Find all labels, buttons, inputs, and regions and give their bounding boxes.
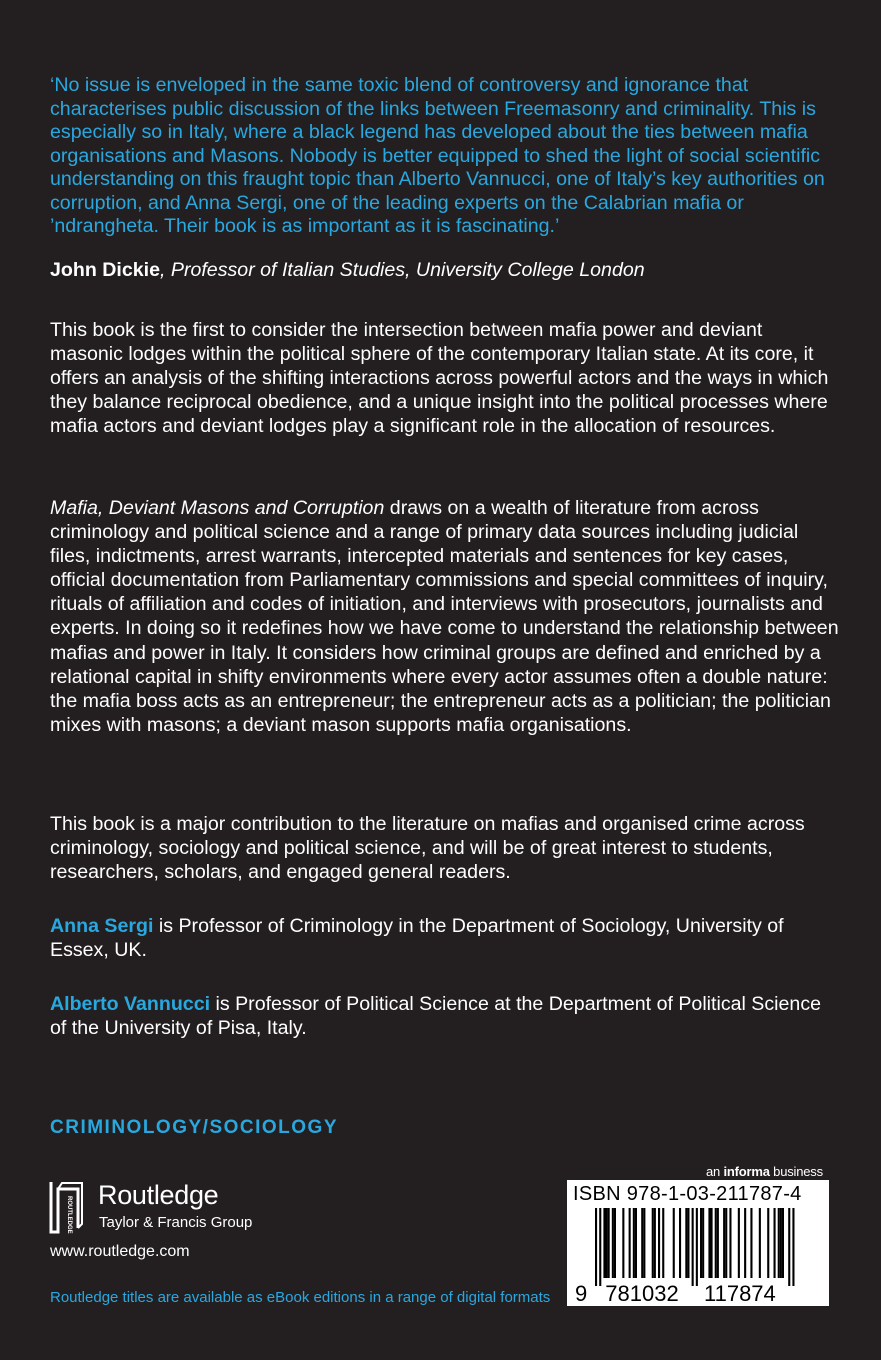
- barcode-bar: [635, 1208, 637, 1278]
- barcode-bar: [767, 1208, 769, 1278]
- book-title: Mafia, Deviant Masons and Corruption: [50, 497, 385, 519]
- barcode-bar: [614, 1208, 616, 1278]
- publisher-name: Routledge: [98, 1180, 219, 1210]
- barcode-bar: [744, 1208, 746, 1278]
- author-bio-2-text: is Professor of Political Science at the Department of Political Science of the University of Pisa, Italy.: [50, 993, 822, 1040]
- barcode-graphic: [567, 1180, 829, 1306]
- description-paragraph-2: [50, 496, 840, 737]
- barcode-bar: [717, 1208, 719, 1278]
- barcode-bar: [643, 1208, 645, 1278]
- barcode-bar: [723, 1208, 725, 1278]
- barcode-guard-bar: [599, 1208, 601, 1286]
- barcode-digit-prefix: 9: [575, 1281, 588, 1306]
- description-paragraph-3: This book is a major contribution to the literature on mafias and organised crime across criminology, sociology and political science, and will be of great interest to students, researchers, scholars, and engaged general readers.: [50, 813, 805, 884]
- description-paragraph-1: This book is the first to consider the intersection between mafia power and deviant masonic lodges within the political sphere of the contemporary Italian state. At its core, it offers an analysis of the shifting interactions across powerful actors and the ways in which they balance reciprocal obedience, and a unique insight into the political processes where mafia actors and deviant lodges play a significant role in the allocation of resources.: [50, 319, 829, 438]
- barcode-bar: [750, 1208, 752, 1278]
- barcode-bar: [603, 1208, 605, 1278]
- barcode-guard-bar: [692, 1208, 694, 1286]
- barcode-bar: [633, 1208, 635, 1278]
- author-bio-2: [50, 992, 840, 1040]
- barcode-bar: [606, 1208, 608, 1278]
- barcode-bar: [685, 1208, 687, 1278]
- subject-category: CRIMINOLOGY/SOCIOLOGY: [50, 1117, 339, 1138]
- barcode-bar: [729, 1208, 731, 1278]
- barcode-bar: [641, 1208, 643, 1278]
- endorsement-attribution: [50, 259, 840, 283]
- informa-business-label: [706, 1164, 823, 1179]
- endorser-name: John Dickie: [50, 259, 160, 281]
- isbn-barcode: [567, 1180, 829, 1306]
- barcode-bar: [662, 1208, 664, 1278]
- barcode-bar: [738, 1208, 740, 1278]
- barcode-bar: [725, 1208, 727, 1278]
- author-bio-1-text: is Professor of Criminology in the Department of Sociology, University of Essex, UK.: [50, 915, 784, 962]
- endorsement-quote: ‘No issue is enveloped in the same toxic blend of controversy and ignorance that characterises public discussion of the links between Freemasonry and criminality. This is especially so in Italy, where a black legend has developed about the ties between mafia organisations and Masons. Nobody is better equipped to shed the light of social scientific understanding on this fraught topic than Alberto Vannucci, one of Italy’s key authorities on corruption, and Anna Sergi, one of the leading experts on the Calabrian mafia or ’ndrangheta. Their book is as important as it is fascinating.’: [50, 74, 825, 237]
- barcode-guard-bar: [788, 1208, 790, 1286]
- barcode-guard-bar: [696, 1208, 698, 1286]
- barcode-bar: [715, 1208, 717, 1278]
- barcode-bar: [679, 1208, 681, 1278]
- barcode-bar: [612, 1208, 614, 1278]
- routledge-logo: [48, 1178, 268, 1236]
- barcode-guard-bar: [792, 1208, 794, 1286]
- barcode-bar: [608, 1208, 610, 1278]
- barcode-bar: [687, 1208, 689, 1278]
- barcode-bar: [708, 1208, 710, 1278]
- barcode-bar: [673, 1208, 675, 1278]
- barcode-bar: [774, 1208, 776, 1278]
- barcode-bar: [711, 1208, 713, 1278]
- author-name-1: Anna Sergi: [50, 915, 154, 937]
- description-paragraph-2-text: draws on a wealth of literature from across criminology and political science and a range of primary data sources including judicial files, indictments, arrest warrants, intercepted materials and sentences for key cases, official documentation from Parliamentary commissions and special committees of inquiry, rituals of affiliation and codes of initiation, and interviews with prosecutors, journalists and experts. In doing so it redefines how we have come to understand the relationship between mafias and power in Italy. It considers how criminal groups are defined and enriched by a relational capital in shifty environments where every actor assumes often a double nature: the mafia boss acts as an entrepreneur; the entrepreneur acts as a politician; the politician mixes with masons; a deviant mason supports mafia organisations.: [50, 497, 839, 736]
- barcode-bar: [759, 1208, 761, 1278]
- barcode-bar: [780, 1208, 782, 1278]
- informa-suffix: business: [769, 1164, 823, 1179]
- routledge-book-icon: [48, 1178, 86, 1236]
- barcode-guard-bar: [595, 1208, 597, 1286]
- barcode-digits-left: 781032: [605, 1281, 679, 1306]
- barcode-digits-right: 117874: [704, 1281, 776, 1306]
- publisher-group: Taylor & Francis Group: [99, 1214, 253, 1231]
- barcode-bar: [700, 1208, 702, 1278]
- barcode-bar: [658, 1208, 660, 1278]
- ebook-note: Routledge titles are available as eBook editions in a range of digital formats: [50, 1289, 551, 1306]
- barcode-bar: [652, 1208, 654, 1278]
- author-name-2: Alberto Vannucci: [50, 993, 211, 1015]
- barcode-bar: [702, 1208, 704, 1278]
- publisher-website[interactable]: www.routledge.com: [50, 1243, 190, 1260]
- informa-brand: informa: [723, 1164, 770, 1179]
- informa-prefix: an: [706, 1164, 724, 1179]
- barcode-bar: [654, 1208, 656, 1278]
- barcode-bar: [629, 1208, 631, 1278]
- barcode-bar: [778, 1208, 780, 1278]
- author-bio-1: [50, 914, 840, 962]
- endorser-title: , Professor of Italian Studies, University College London: [159, 259, 645, 281]
- barcode-bar: [622, 1208, 624, 1278]
- barcode-bar: [782, 1208, 784, 1278]
- isbn-label: ISBN 978-1-03-211787-4: [573, 1183, 802, 1205]
- svg-text:ROUTLEDGE: ROUTLEDGE: [66, 1196, 72, 1234]
